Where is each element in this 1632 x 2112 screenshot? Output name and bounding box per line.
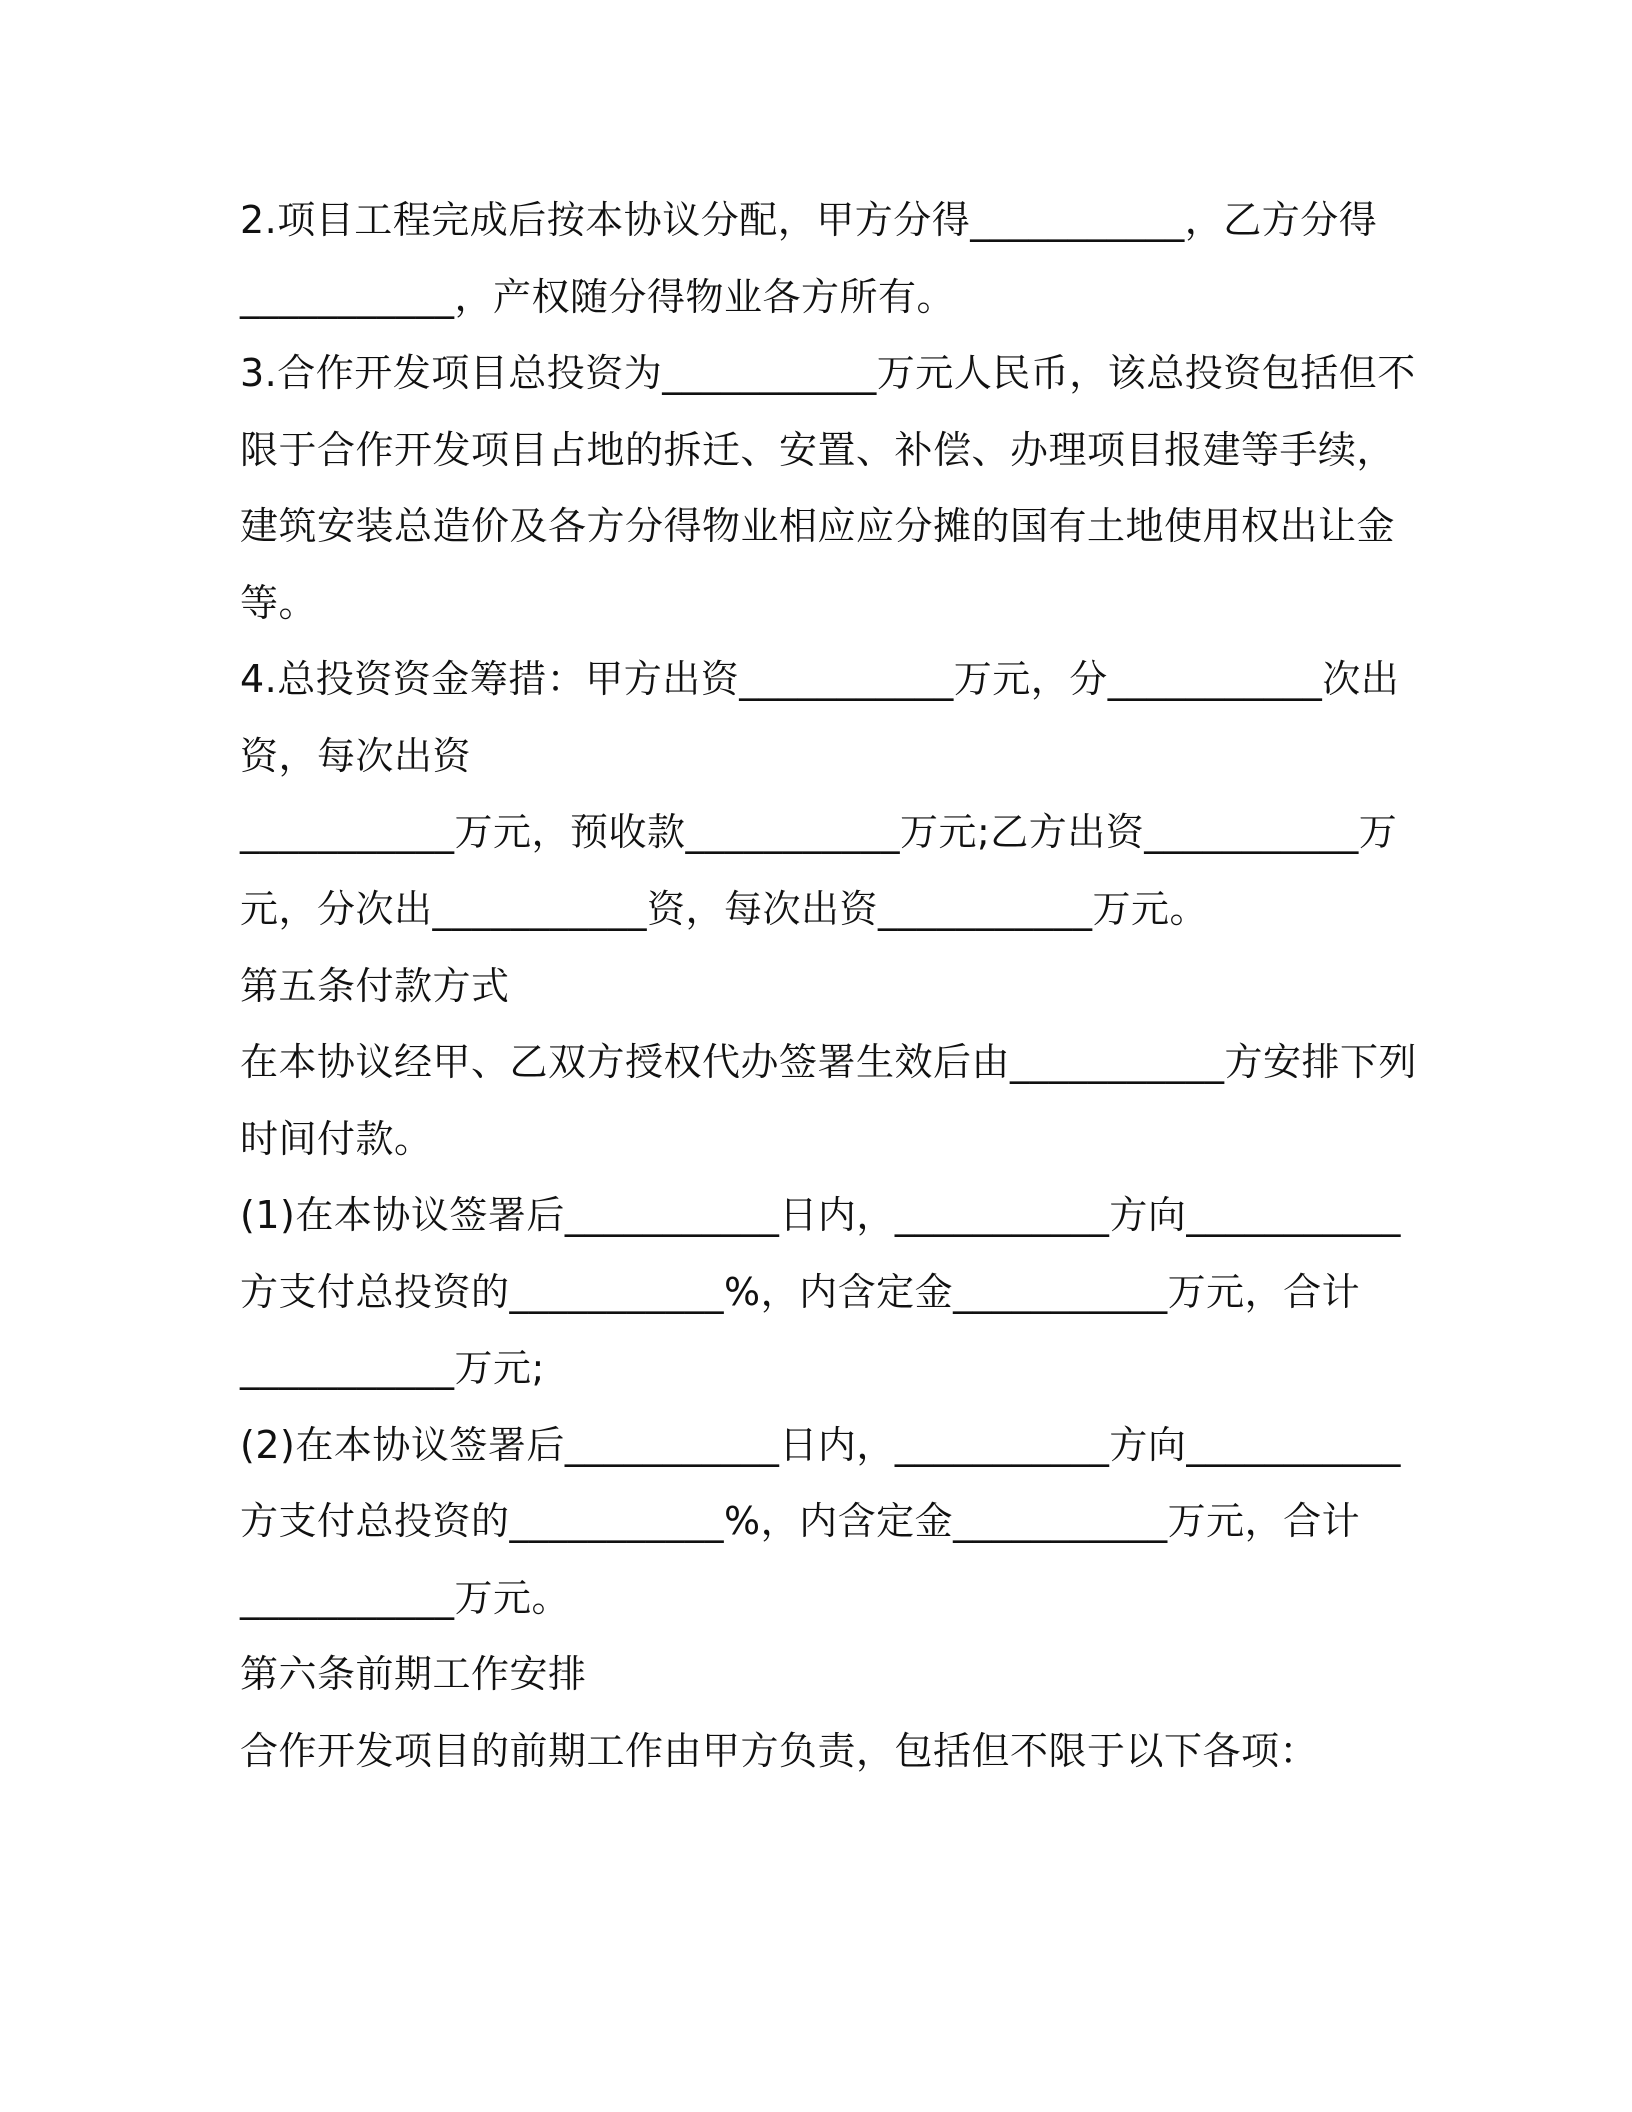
paragraph-line: 限于合作开发项目占地的拆迁、安置、补偿、办理项目报建等手续， bbox=[240, 428, 1396, 472]
paragraph-line: 方支付总投资的___________%，内含定金___________万元，合计 bbox=[240, 1499, 1361, 1543]
paragraph-line: 合作开发项目的前期工作由甲方负责，包括但不限于以下各项： bbox=[240, 1729, 1319, 1773]
paragraph-line: (2)在本协议签署后___________日内，___________方向___________ bbox=[240, 1423, 1401, 1467]
paragraph-line: 4.总投资资金筹措：甲方出资___________万元，分___________次出 bbox=[240, 657, 1400, 701]
section-heading: 第六条前期工作安排 bbox=[240, 1652, 587, 1696]
paragraph-line: ___________，产权随分得物业各方所有。 bbox=[240, 275, 956, 319]
paragraph-line: 在本协议经甲、乙双方授权代办签署生效后由___________方安排下列 bbox=[240, 1040, 1418, 1084]
paragraph-line: 方支付总投资的___________%，内含定金___________万元，合计 bbox=[240, 1270, 1361, 1314]
paragraph-line: ___________万元。 bbox=[240, 1576, 571, 1620]
paragraph-line: ___________万元; bbox=[240, 1346, 545, 1390]
paragraph-line: 时间付款。 bbox=[240, 1117, 433, 1161]
paragraph-line: 元，分次出___________资，每次出资___________万元。 bbox=[240, 887, 1209, 931]
paragraph-line: 等。 bbox=[240, 581, 318, 625]
paragraph-line: ___________万元，预收款___________万元;乙方出资___________万 bbox=[240, 810, 1398, 854]
section-heading: 第五条付款方式 bbox=[240, 964, 510, 1008]
paragraph-line: 资，每次出资 bbox=[240, 734, 472, 778]
paragraph-line: (1)在本协议签署后___________日内，___________方向___________ bbox=[240, 1193, 1401, 1237]
paragraph-line: 建筑安装总造价及各方分得物业相应应分摊的国有土地使用权出让金 bbox=[240, 504, 1396, 548]
paragraph-line: 2.项目工程完成后按本协议分配，甲方分得___________，乙方分得 bbox=[240, 198, 1378, 242]
paragraph-line: 3.合作开发项目总投资为___________万元人民币，该总投资包括但不 bbox=[240, 351, 1416, 395]
